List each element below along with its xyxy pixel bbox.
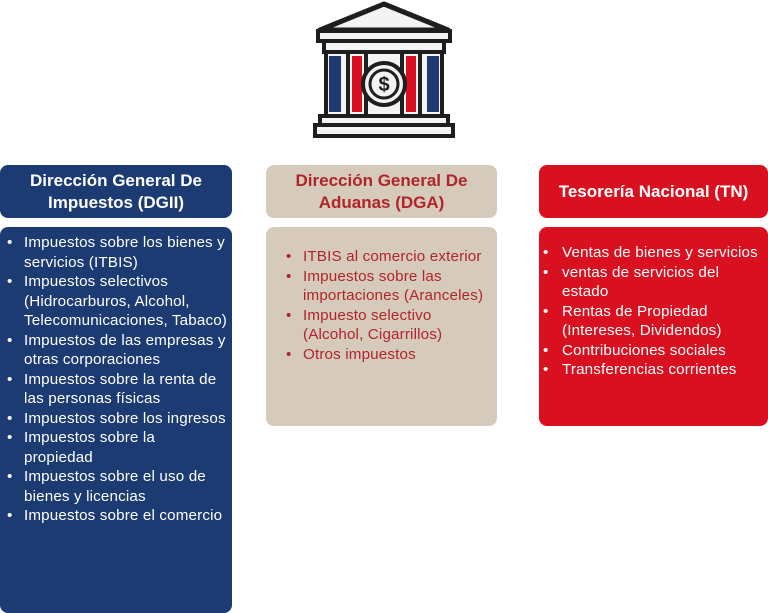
list-item: • Impuestos sobre el uso de bienes y licencias bbox=[7, 467, 228, 506]
list-item: • Impuestos selectivos (Hidrocarburos, Alcohol, Telecomunicaciones, Tabaco) bbox=[7, 272, 228, 331]
list-item: • Otros impuestos bbox=[286, 345, 491, 365]
list-item: • Impuestos sobre la renta de las personas físicas bbox=[7, 370, 228, 409]
list-item: • Contribuciones sociales bbox=[543, 341, 764, 361]
dgii-header bbox=[0, 165, 232, 218]
list-item: • Impuestos sobre las importaciones (Aranceles) bbox=[286, 267, 491, 306]
tn-list-box bbox=[539, 227, 768, 426]
dga-title: Dirección General De Aduanas (DGA) bbox=[295, 170, 468, 212]
dgii-list bbox=[7, 233, 228, 526]
dga-header bbox=[266, 165, 497, 218]
tn-title: Tesorería Nacional (TN) bbox=[558, 181, 749, 201]
list-item: • Impuesto selectivo (Alcohol, Cigarrillos) bbox=[286, 306, 491, 345]
list-item: • Transferencias corrientes bbox=[543, 360, 764, 380]
dga-list-box bbox=[266, 227, 497, 426]
dollar-sign: $ bbox=[378, 74, 390, 96]
list-item: • Impuestos sobre la propiedad bbox=[7, 428, 228, 467]
list-item: • Impuestos sobre el comercio bbox=[7, 506, 228, 526]
list-item: • Rentas de Propiedad (Intereses, Dividendos) bbox=[543, 302, 764, 341]
dgii-list-box bbox=[0, 227, 232, 613]
list-item: • ITBIS al comercio exterior bbox=[286, 247, 491, 267]
dga-list bbox=[286, 247, 491, 364]
tn-header bbox=[539, 165, 768, 218]
list-item: • Impuestos de las empresas y otras corporaciones bbox=[7, 331, 228, 370]
list-item: • Impuestos sobre los ingresos bbox=[7, 409, 228, 429]
list-item: • Impuestos sobre los bienes y servicios (ITBIS) bbox=[7, 233, 228, 272]
tn-list bbox=[543, 243, 764, 380]
dgii-title: Dirección General De Impuestos (DGII) bbox=[30, 170, 202, 212]
list-item: • Ventas de bienes y servicios bbox=[543, 243, 764, 263]
bank-icon bbox=[312, 0, 456, 142]
list-item: • ventas de servicios del estado bbox=[543, 263, 764, 302]
